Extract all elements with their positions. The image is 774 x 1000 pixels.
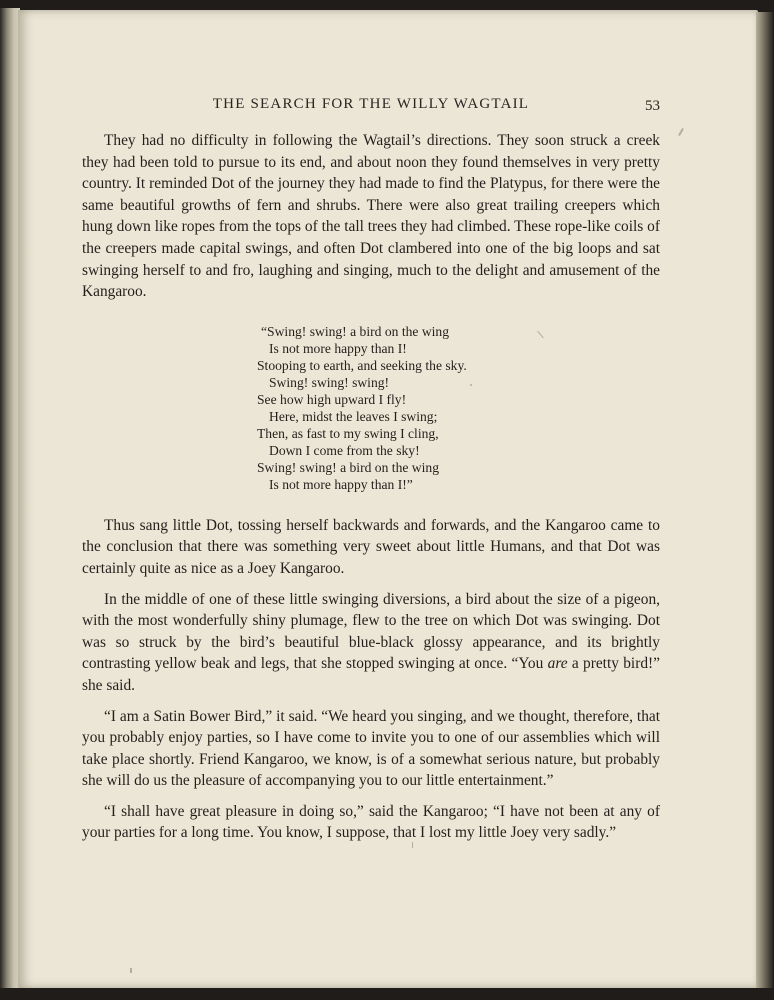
poem-line: Down I come from the sky! (269, 442, 420, 458)
poem-line: Is not more happy than I! (269, 340, 407, 356)
paper-speck (470, 384, 472, 386)
body-text (82, 130, 660, 844)
paragraph: “I shall have great pleasure in doing so,” said the Kangaroo; “I have not been at any of your parties for a long time. You know, I suppose, that I lost my little Joey very sadly.” (82, 802, 660, 842)
poem-line: Is not more happy than I!” (269, 476, 413, 492)
paragraph: They had no difficulty in following the Wagtail’s directions. They soon struck a creek they had been told to pursue to its end, and about noon they found themselves in very pretty country. It reminded Dot of the journey they had made to find the Platypus, for there were the same beautiful growths of fern and shrubs. There were also great trailing creepers which hung down like ropes from the tops of the tall trees they had climbed. These rope-like coils of the creepers made capital swings, and often Dot clambered into one of the big loops and sat swinging herself to and fro, laughing and singing, much to the delight and amusement of the Kangaroo. (82, 132, 660, 301)
poem-line: Swing! swing! a bird on the wing (257, 459, 439, 475)
paragraph-text: a pretty bird!” she said. (82, 655, 660, 694)
book-gutter (0, 8, 20, 988)
poem-line: Here, midst the leaves I swing; (269, 408, 438, 424)
poem-line: Stooping to earth, and seeking the sky. (257, 357, 467, 373)
emphasis-text: are (547, 655, 568, 673)
page-edge-shadow (756, 12, 774, 988)
paper-speck (412, 842, 413, 848)
page-number: 53 (645, 98, 660, 114)
paper-speck (130, 968, 132, 973)
running-head: THE SEARCH FOR THE WILLY WAGTAIL (212, 96, 530, 112)
paragraph (82, 589, 660, 697)
paragraph-text: In the middle of one of these little swinging diversions, a bird about the size of a pigeon, with the most wonderfully shiny plumage, flew to the tree on which Dot was swinging. Dot was so struck by the bird’s beautiful blue-black glossy appearance, and its brightly contrasting yellow beak and legs, that she stopped swinging at once. “You (82, 590, 660, 673)
poem-line: Swing! swing! swing! (269, 374, 390, 390)
paragraph: “I am a Satin Bower Bird,” it said. “We heard you singing, and we thought, therefore, that you probably enjoy parties, so I have come to invite you to one of our assemblies which will take place shortly. Friend Kangaroo, we know, is of a somewhat serious nature, but probably she will do us the pleasure of accompanying you to our little entertainment.” (82, 707, 660, 790)
poem (257, 323, 660, 493)
paragraph: Thus sang little Dot, tossing herself backwards and forwards, and the Kangaroo came to the conclusion that there was something very sweet about little Humans, and that Dot was certainly quite as nice as a Joey Kangaroo. (82, 516, 660, 577)
poem-line: “Swing! swing! a bird on the wing (261, 323, 450, 339)
poem-line: See how high upward I fly! (257, 391, 407, 407)
poem-line: Then, as fast to my swing I cling, (257, 425, 439, 441)
